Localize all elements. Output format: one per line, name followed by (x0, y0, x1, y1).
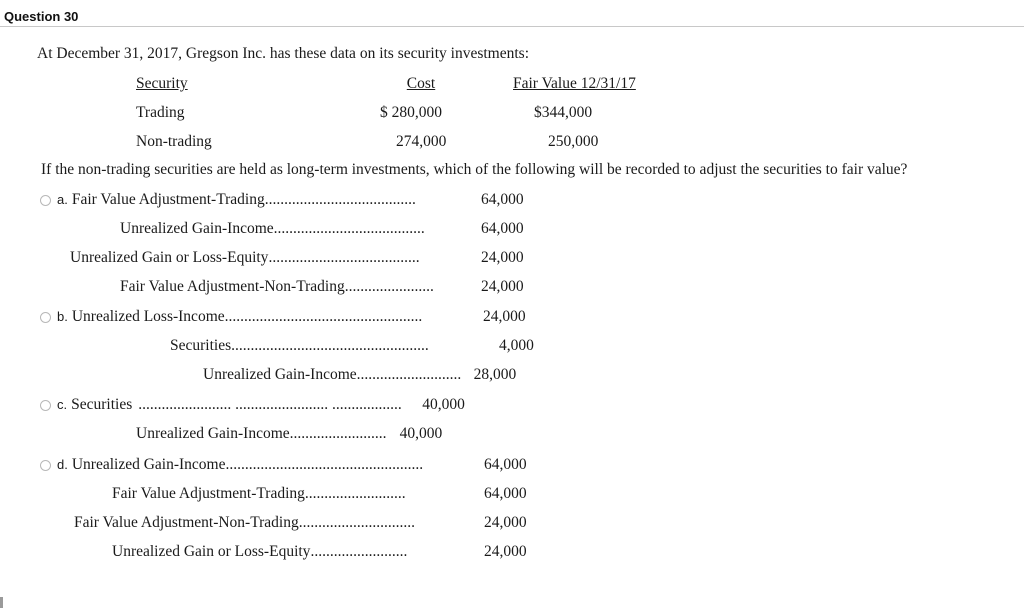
option-d-radio[interactable] (40, 460, 51, 471)
entry-amount: 24,000 (483, 308, 526, 325)
entry-text: Unrealized Loss-Income (71, 308, 225, 325)
header-fair-value: Fair Value 12/31/17 (513, 75, 636, 92)
entry-amount: 64,000 (481, 220, 524, 237)
leader-dots: ................................................... (231, 337, 429, 354)
row-trading-cost: $ 280,000 (380, 104, 442, 121)
entry-text: Securities (170, 337, 232, 354)
option-c-letter: c. (57, 397, 68, 412)
option-a-line-3 (70, 249, 423, 267)
question-stem: At December 31, 2017, Gregson Inc. has these data on its security investments: (37, 45, 530, 62)
scrollbar-corner (0, 597, 3, 608)
option-c-line-1[interactable] (57, 396, 465, 414)
entry-text: Fair Value Adjustment-Trading (71, 191, 265, 208)
header-security: Security (136, 75, 188, 92)
entry-amount: 64,000 (481, 191, 524, 208)
option-b-line-1[interactable] (57, 308, 432, 326)
entry-amount: 24,000 (484, 514, 527, 531)
entry-amount: 24,000 (484, 543, 527, 560)
option-b-line-2 (170, 337, 456, 355)
entry-text: Fair Value Adjustment-Non-Trading (120, 278, 345, 295)
entry-text: Unrealized Gain-Income (203, 366, 357, 383)
entry-text: Unrealized Gain or Loss-Equity (112, 543, 311, 560)
entry-amount: 40,000 (399, 425, 443, 442)
option-d-line-1[interactable] (57, 456, 432, 474)
entry-text: Fair Value Adjustment-Trading (112, 485, 305, 502)
question-prompt: If the non-trading securities are held as long-term investments, which of the following will be recorded to adjust the securities to fair value? (41, 161, 908, 178)
option-b-line-3 (203, 366, 516, 384)
row-trading-fair-value: $344,000 (534, 104, 593, 121)
option-d-line-4 (112, 543, 414, 561)
option-a-line-1[interactable] (57, 191, 421, 209)
entry-amount: 24,000 (481, 249, 524, 266)
entry-amount: 64,000 (484, 456, 527, 473)
leader-dots: ................................................... (224, 308, 423, 325)
option-d-line-2 (112, 485, 417, 503)
entry-amount: 40,000 (422, 396, 465, 413)
leader-dots: ........................... (356, 366, 462, 383)
option-a-letter: a. (57, 192, 68, 207)
leader-dots: ....................................... (273, 220, 425, 237)
row-nontrading-fair-value: 250,000 (548, 133, 599, 150)
entry-amount: 24,000 (481, 278, 524, 295)
question-header (0, 0, 1024, 27)
row-nontrading-security: Non-trading (136, 133, 212, 150)
option-b-radio[interactable] (40, 312, 51, 323)
entry-text: Securities (71, 396, 133, 413)
leader-dots: .......................... (304, 485, 406, 502)
leader-dots: ....................... (344, 278, 434, 295)
option-b-letter: b. (57, 309, 68, 324)
option-c-radio[interactable] (40, 400, 51, 411)
entry-text: Unrealized Gain or Loss-Equity (70, 249, 269, 266)
row-trading-security: Trading (136, 104, 185, 121)
option-a-radio[interactable] (40, 195, 51, 206)
entry-amount: 64,000 (484, 485, 527, 502)
leader-dots: ......................... (289, 425, 387, 442)
leader-dots: ....................................... (268, 249, 420, 266)
question-title: Question 30 (4, 9, 79, 24)
row-nontrading-cost: 274,000 (396, 133, 447, 150)
option-c-line-2 (136, 425, 442, 443)
option-d-line-3 (74, 514, 426, 532)
entry-text: Fair Value Adjustment-Non-Trading (74, 514, 299, 531)
option-a-line-4 (120, 278, 440, 296)
entry-amount: 28,000 (473, 366, 517, 383)
leader-dots: ........................ ........................ .................. (138, 396, 402, 413)
option-d-letter: d. (57, 457, 68, 472)
leader-dots: .............................. (298, 514, 415, 531)
entry-text: Unrealized Gain-Income (120, 220, 274, 237)
entry-amount: 4,000 (499, 337, 534, 354)
leader-dots: ................................................... (225, 456, 424, 473)
entry-text: Unrealized Gain-Income (136, 425, 290, 442)
header-cost: Cost (406, 75, 436, 92)
leader-dots: ......................... (310, 543, 408, 560)
entry-text: Unrealized Gain-Income (71, 456, 226, 473)
option-a-line-2 (120, 220, 429, 238)
leader-dots: ....................................... (264, 191, 416, 208)
